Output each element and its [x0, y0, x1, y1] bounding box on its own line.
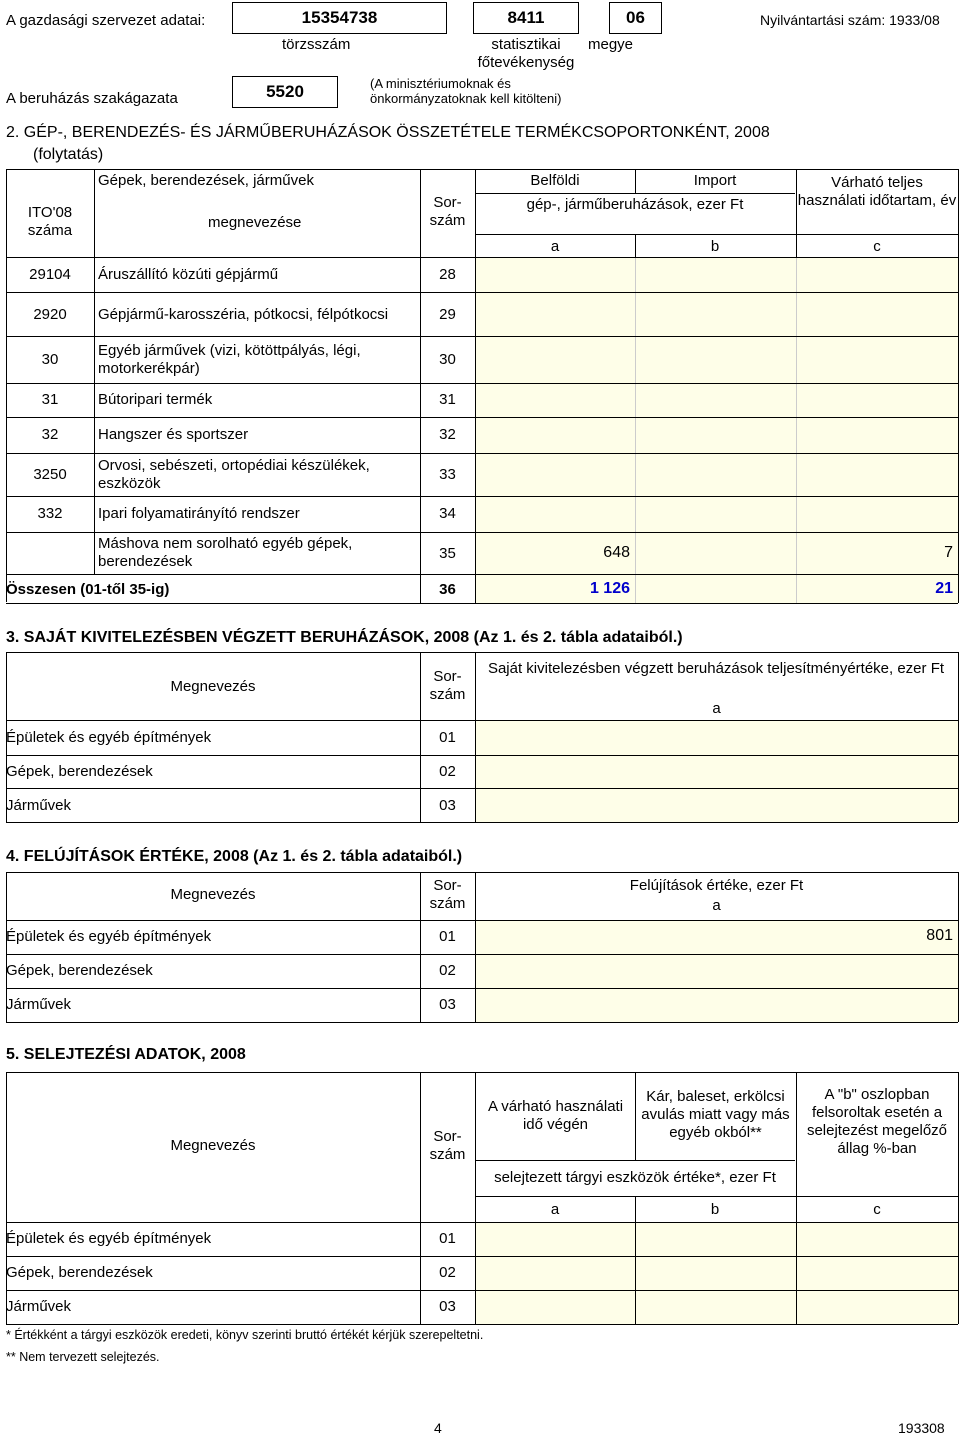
row-name: Járművek	[6, 1298, 72, 1315]
section4-title: 4. FELÚJÍTÁSOK ÉRTÉKE, 2008 (Az 1. és 2. tábla adataiból.)	[6, 848, 463, 865]
megye-value[interactable]: 06	[609, 2, 662, 34]
s4-col-sorszam: Sor- szám	[429, 877, 466, 912]
torzsszam-label: törzsszám	[282, 36, 351, 53]
s4-col-value: Felújítások értéke, ezer Ft	[629, 877, 804, 894]
row-sorszam: 29	[439, 306, 456, 323]
s5-col-b: b	[710, 1201, 720, 1218]
s5-col-a: a	[550, 1201, 560, 1218]
row-sorszam: 03	[439, 996, 456, 1013]
szakag-label: A beruházás szakágazata	[6, 90, 178, 107]
col-ito-header: ITO'08 száma	[27, 204, 73, 239]
row-name: Gépek, berendezések	[6, 763, 153, 780]
footnote-1: * Értékként a tárgyi eszközök eredeti, könyv szerinti bruttó értékét kérjük szerepeltetni.	[6, 1328, 484, 1342]
row-name: Épületek és egyéb építmények	[6, 928, 212, 945]
row-name: Egyéb járművek (vizi, kötöttpályás, légi, motorkerékpár)	[98, 342, 361, 377]
stat-label: statisztikai főtevékenység	[477, 36, 575, 71]
row-value-a[interactable]: 801	[926, 927, 953, 944]
szakag-value[interactable]: 5520	[232, 76, 338, 108]
row-value-a[interactable]: 648	[603, 544, 630, 561]
row-sorszam: 01	[439, 1230, 456, 1247]
row-sorszam: 02	[439, 962, 456, 979]
row-sorszam: 31	[439, 391, 456, 408]
row-ito: 332	[37, 505, 63, 522]
section2-subtitle: (folytatás)	[33, 146, 104, 163]
row-name: Gépjármű-karosszéria, pótkocsi, félpótkocsi	[98, 306, 389, 323]
section5-title: 5. SELEJTEZÉSI ADATOK, 2008	[6, 1046, 246, 1063]
col-varhato-header: Várható teljes használati időtartam, év	[797, 174, 957, 209]
row-ito: 29104	[29, 266, 71, 283]
col-sorszam-header: Sor- szám	[429, 194, 466, 229]
s4-col-name: Megnevezés	[170, 886, 256, 903]
row-name: Áruszállító közúti gépjármű	[98, 266, 279, 283]
row-sorszam: 03	[439, 1298, 456, 1315]
s5-col-kar: Kár, baleset, erkölcsi avulás miatt vagy más egyéb okból**	[641, 1088, 790, 1141]
col-c-header: c	[873, 238, 881, 255]
s5-col-selejt: selejtezett tárgyi eszközök értéke*, ezer Ft	[494, 1169, 776, 1186]
megye-label: megye	[588, 36, 634, 53]
row-name: Gépek, berendezések	[6, 1264, 153, 1281]
row-sorszam: 30	[439, 351, 456, 368]
row-sorszam: 34	[439, 505, 456, 522]
row-sorszam: 28	[439, 266, 456, 283]
ministry-note: (A minisztériumoknak és önkormányzatoknak kell kitölteni)	[370, 76, 562, 106]
row-name: Járművek	[6, 797, 72, 814]
s5-col-c: c	[873, 1201, 881, 1218]
col-name-header: megnevezése	[208, 214, 302, 231]
row-sorszam: 33	[439, 466, 456, 483]
nyilvantartasi-szam: Nyilvántartási szám: 1933/08	[760, 12, 940, 28]
row-sorszam: 02	[439, 1264, 456, 1281]
torzsszam-value[interactable]: 15354738	[232, 2, 447, 34]
total-value-c: 21	[935, 580, 953, 597]
col-belfoldi-header: Belföldi	[530, 172, 580, 189]
row-sorszam: 03	[439, 797, 456, 814]
row-name: Máshova nem sorolható egyéb gépek, berendezések	[98, 535, 353, 570]
s3-col-a: a	[712, 700, 721, 717]
section3-input-area	[475, 720, 958, 822]
col-b-header: b	[710, 238, 720, 255]
section5-input-area	[475, 1222, 958, 1324]
s3-col-value: Saját kivitelezésben végzett beruházások teljesítményértéke, ezer Ft	[487, 660, 945, 677]
total-sorszam: 36	[439, 581, 456, 598]
row-sorszam: 35	[439, 545, 456, 562]
row-name: Járművek	[6, 996, 72, 1013]
section3-title: 3. SAJÁT KIVITELEZÉSBEN VÉGZETT BERUHÁZÁSOK, 2008 (Az 1. és 2. tábla adataiból.)	[6, 629, 683, 646]
row-sorszam: 01	[439, 729, 456, 746]
total-value-a: 1 126	[589, 580, 630, 597]
row-sorszam: 01	[439, 928, 456, 945]
footnote-2: ** Nem tervezett selejtezés.	[6, 1350, 160, 1364]
row-ito: 32	[41, 426, 59, 443]
row-name: Hangszer és sportszer	[98, 426, 249, 443]
row-name: Ipari folyamatirányító rendszer	[98, 505, 300, 522]
s5-col-varhato: A várható használati idő végén	[487, 1098, 624, 1133]
section2-title: 2. GÉP-, BERENDEZÉS- ÉS JÁRMŰBERUHÁZÁSOK ÖSSZETÉTELE TERMÉKCSOPORTONKÉNT, 2008	[6, 124, 770, 141]
row-name: Épületek és egyéb építmények	[6, 1230, 212, 1247]
total-label: Összesen (01-től 35-ig)	[6, 581, 170, 598]
row-name: Gépek, berendezések	[6, 962, 153, 979]
form-code: 193308	[898, 1420, 945, 1436]
col-a-header: a	[550, 238, 560, 255]
col-import-header: Import	[693, 172, 737, 189]
row-value-c[interactable]: 7	[944, 544, 953, 561]
col-gep-header: gép-, járműberuházások, ezer Ft	[526, 196, 744, 213]
s4-col-a: a	[712, 897, 721, 914]
s3-col-sorszam: Sor- szám	[429, 668, 466, 703]
col-group-header: Gépek, berendezések, járművek	[98, 172, 314, 189]
page-number: 4	[434, 1420, 442, 1436]
s3-col-name: Megnevezés	[170, 678, 256, 695]
row-ito: 31	[41, 391, 59, 408]
s5-col-b-note: A "b" oszlopban felsoroltak esetén a selejtezést megelőző állag %-ban	[806, 1086, 948, 1157]
stat-value[interactable]: 8411	[473, 2, 579, 34]
row-ito: 2920	[33, 306, 67, 323]
row-name: Bútoripari termék	[98, 391, 213, 408]
row-sorszam: 32	[439, 426, 456, 443]
row-ito: 30	[41, 351, 59, 368]
org-label: A gazdasági szervezet adatai:	[6, 12, 206, 29]
row-name: Orvosi, sebészeti, ortopédiai készülékek, eszközök	[98, 457, 370, 492]
s5-col-name: Megnevezés	[170, 1137, 256, 1154]
row-name: Épületek és egyéb építmények	[6, 729, 212, 746]
s5-col-sorszam: Sor- szám	[429, 1128, 466, 1163]
row-sorszam: 02	[439, 763, 456, 780]
row-ito: 3250	[33, 466, 67, 483]
